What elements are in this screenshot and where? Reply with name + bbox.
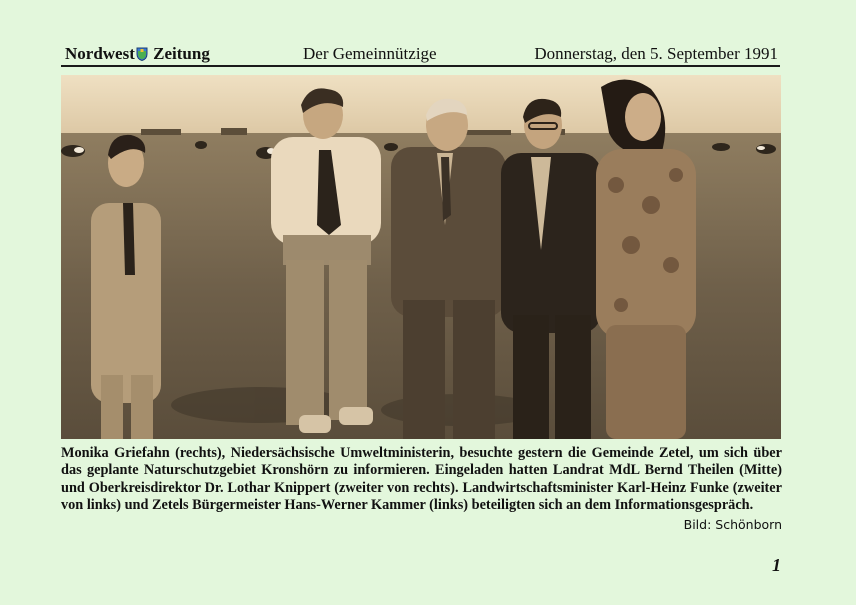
page-number: 1: [772, 555, 781, 575]
photo-credit: Bild: Schönborn: [683, 516, 782, 532]
photo-caption: [61, 445, 782, 533]
issue-date: Donnerstag, den 5. September 1991: [534, 44, 778, 63]
newspaper-header: [61, 43, 780, 67]
masthead-right: Zeitung: [153, 44, 210, 63]
masthead: [65, 44, 210, 64]
section-title: Der Gemeinnützige: [303, 44, 437, 63]
masthead-left: Nordwest: [65, 44, 135, 63]
photo-illustration: [61, 75, 781, 439]
news-photo: [61, 75, 781, 439]
coat-of-arms-icon: [136, 47, 148, 61]
caption-text: Monika Griefahn (rechts), Niedersächsische Umweltministerin, besuchte gestern die Gemeinde Zetel, um sich über das geplante Naturschutzgebiet Kronshörn zu informieren. Eingeladen hatten Landrat MdL Bernd Theilen (Mitte) und Oberkreisdirektor Dr. Lothar Knippert (zweiter von rechts). Landwirtschaftsminister Karl-Heinz Funke (zweiter von links) und Zetels Bürgermeister Hans-Werner Kammer (links) beteiligten sich an dem Informationsgespräch.: [61, 445, 782, 514]
